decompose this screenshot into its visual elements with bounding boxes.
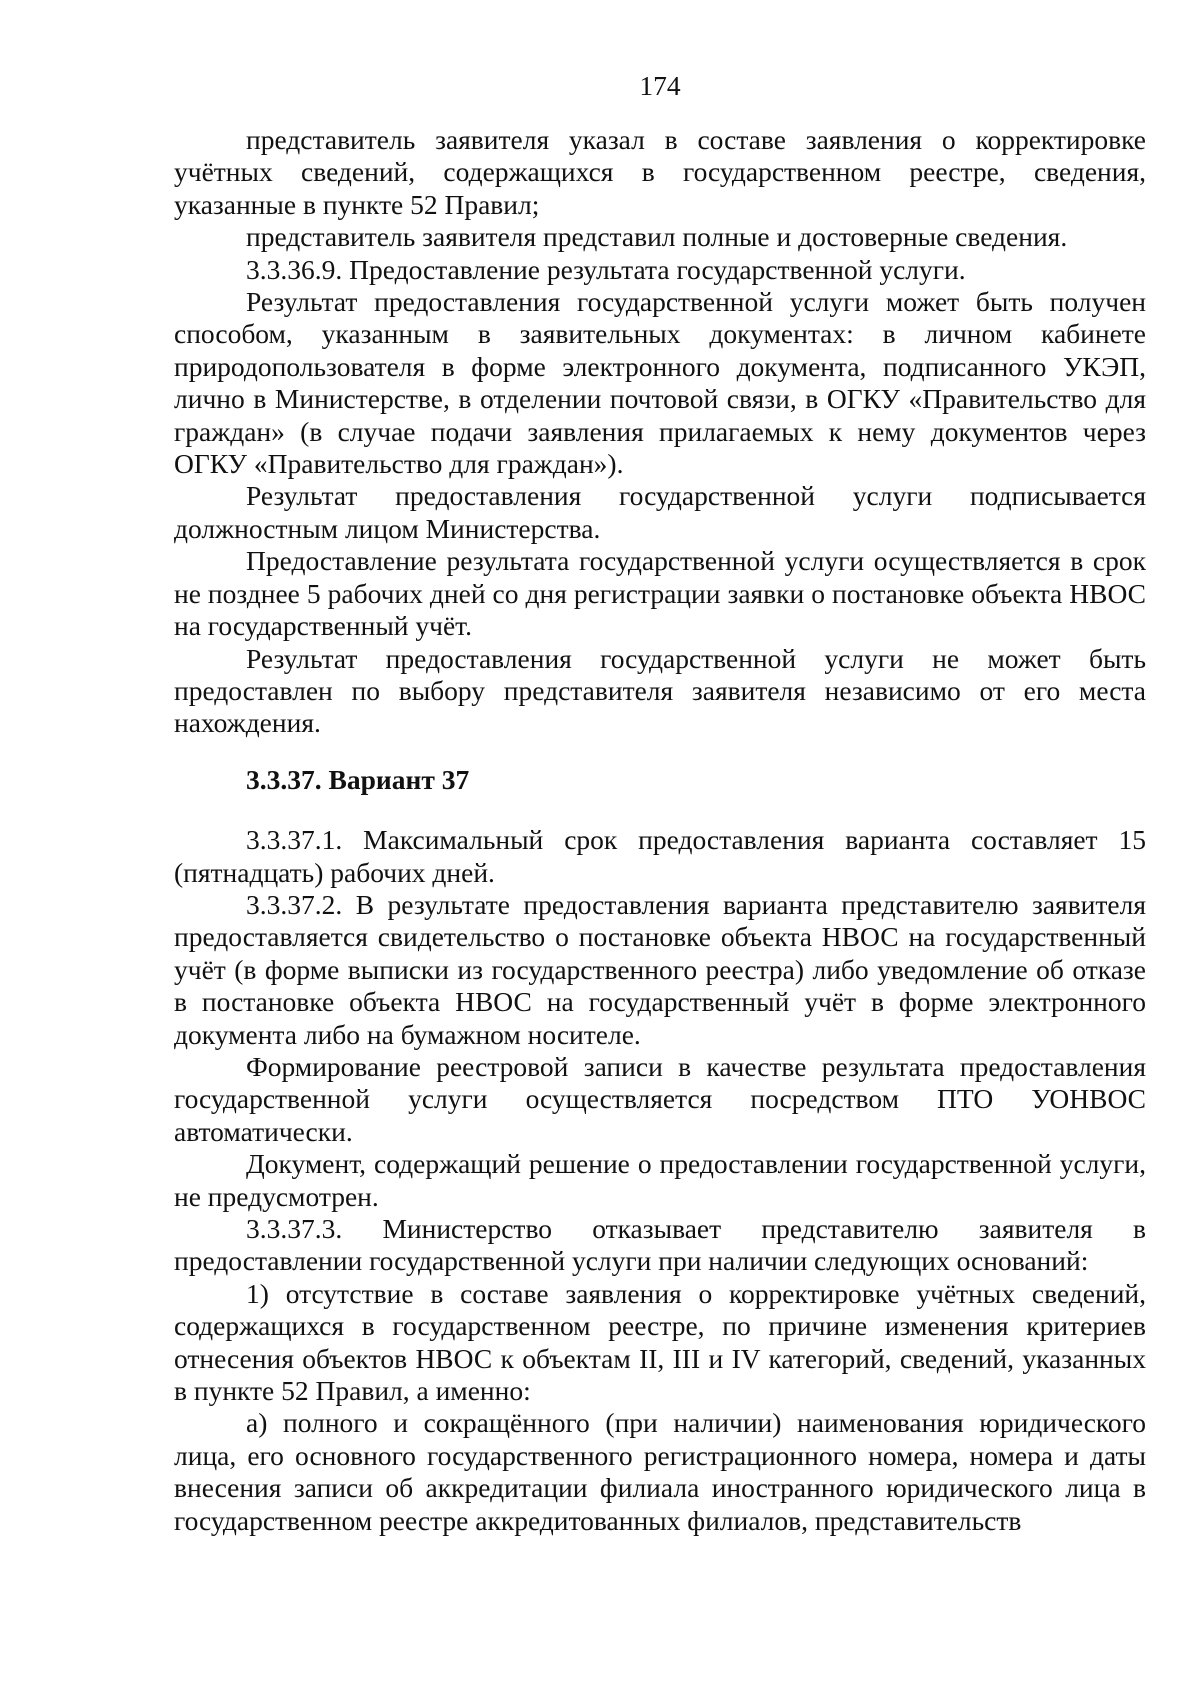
paragraph: 3.3.37.2. В результате предоставления варианта представителю заявителя предоставляется свидетельство о постановке объекта НВОС на государственный учёт (в форме выписки из государственного реестра) либо уведомление об отказе в постановке объекта НВОС на государственный учёт в форме электронного документа либо на бумажном носителе. [174, 888, 1146, 1050]
paragraph: Результат предоставления государственной услуги может быть получен способом, указанным в заявительных документах: в личном кабинете природопользователя в форме электронного документа, подписанного УКЭП, лично в Министерстве, в отделении почтовой связи, в ОГКУ «Правительство для граждан» (в случае подачи заявления прилагаемых к нему документов через ОГКУ «Правительство для граждан»). [174, 286, 1146, 480]
paragraph: Результат предоставления государственной услуги подписывается должностным лицом Министерства. [174, 480, 1146, 544]
paragraph: 3.3.37.3. Министерство отказывает представителю заявителя в предоставлении государственной услуги при наличии следующих оснований: [174, 1213, 1146, 1277]
document-page [174, 70, 1146, 1537]
paragraph: представитель заявителя указал в составе заявления о корректировке учётных сведений, содержащихся в государственном реестре, сведения, указанные в пункте 52 Правил; [174, 124, 1146, 220]
paragraph: а) полного и сокращённого (при наличии) наименования юридического лица, его основного государственного регистрационного номера, номера и даты внесения записи об аккредитации филиала иностранного юридического лица в государственном реестре аккредитованных филиалов, представительств [174, 1407, 1146, 1536]
paragraph: Результат предоставления государственной услуги не может быть предоставлен по выбору представителя заявителя независимо от его места нахождения. [174, 642, 1146, 739]
paragraph: 1) отсутствие в составе заявления о корректировке учётных сведений, содержащихся в государственном реестре, по причине изменения критериев отнесения объектов НВОС к объектам II, III и IV категорий, сведений, указанных в пункте 52 Правил, а именно: [174, 1277, 1146, 1407]
paragraph: 3.3.37.1. Максимальный срок предоставления варианта составляет 15 (пятнадцать) рабочих дней. [174, 824, 1146, 888]
paragraph: 3.3.36.9. Предоставление результата государственной услуги. [246, 253, 966, 285]
paragraph: Формирование реестровой записи в качестве результата предоставления государственной услуги осуществляется посредством ПТО УОНВОС автоматически. [174, 1050, 1146, 1147]
paragraph: представитель заявителя представил полные и достоверные сведения. [246, 221, 1068, 253]
page-number: 174 [639, 70, 681, 101]
section-heading: 3.3.37. Вариант 37 [246, 763, 470, 795]
paragraph: Предоставление результата государственной услуги осуществляется в срок не позднее 5 рабочих дней со дня регистрации заявки о постановке объекта НВОС на государственный учёт. [174, 545, 1146, 642]
paragraph: Документ, содержащий решение о предоставлении государственной услуги, не предусмотрен. [174, 1148, 1146, 1212]
